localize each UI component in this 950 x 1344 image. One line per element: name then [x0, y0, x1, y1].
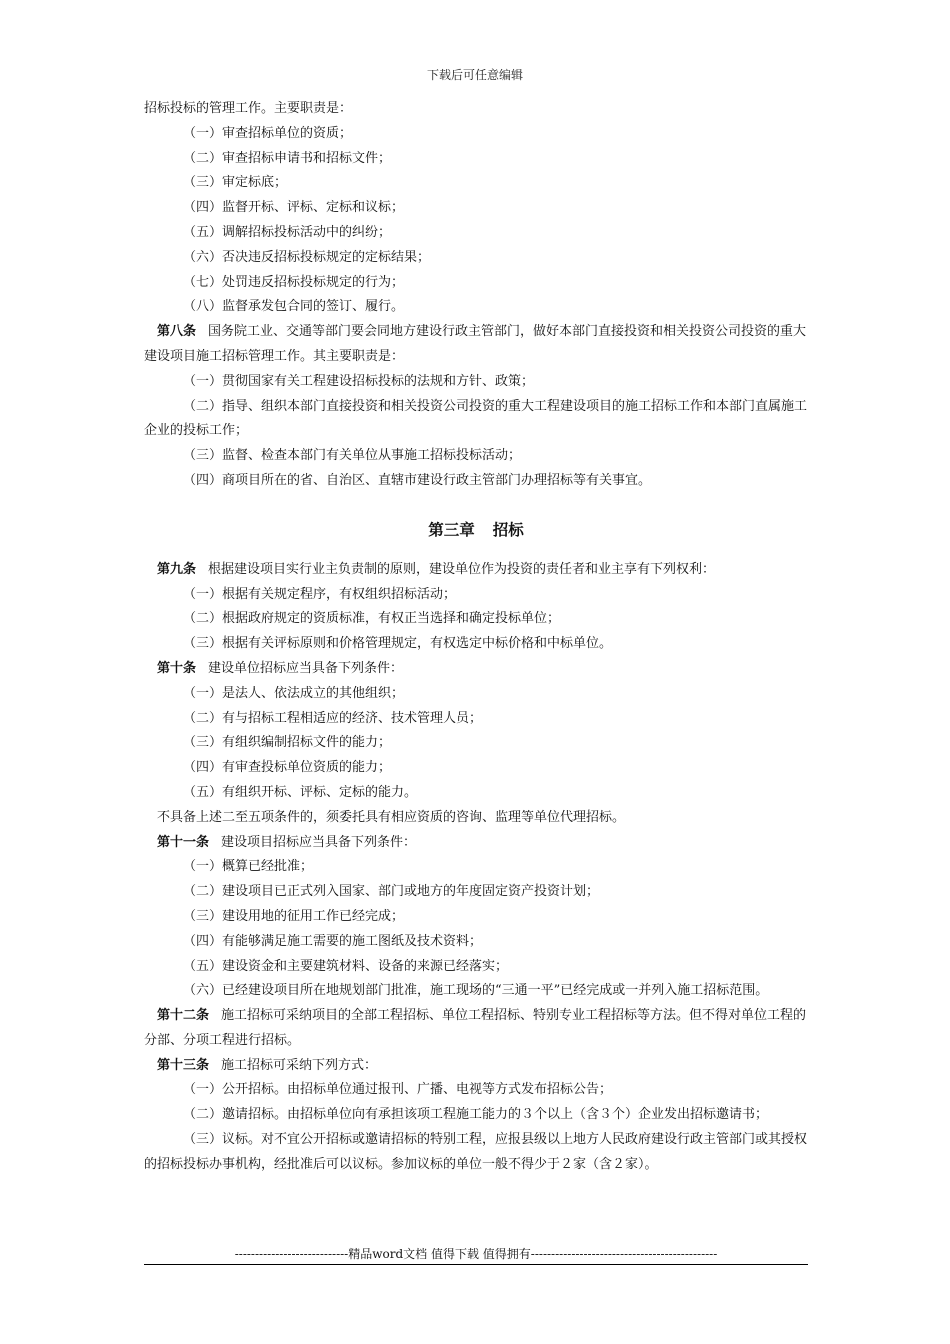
article-label: 第十一条 — [157, 834, 210, 850]
footer-rule — [144, 1264, 808, 1265]
list-item: （三）根据有关评标原则和价格管理规定，有权选定中标价格和中标单位。 — [183, 636, 613, 652]
list-item: （五）有组织开标、评标、定标的能力。 — [183, 784, 418, 800]
list-item: （二）指导、组织本部门直接投资和相关投资公司投资的重大工程建设项目的施工招标工作和本部门直属施工企业的投标工作； — [144, 398, 808, 439]
article-paragraph — [144, 831, 808, 856]
article-text: 施工招标可采纳项目的全部工程招标、单位工程招标、特别专业工程招标等方法。但不得对单位工程的分部、分项工程进行招标。 — [144, 1008, 807, 1048]
paragraph: 招标投标的管理工作。主要职责是： — [144, 101, 353, 116]
article-label: 第十三条 — [157, 1057, 210, 1073]
list-item: （一）是法人、依法成立的其他组织； — [183, 685, 405, 701]
article-paragraph — [144, 1054, 808, 1079]
list-item: （七）处罚违反招标投标规定的行为； — [183, 274, 405, 290]
list-item: （三）监督、检查本部门有关单位从事施工招标投标活动； — [183, 448, 522, 464]
list-item: （二）有与招标工程相适应的经济、技术管理人员； — [183, 710, 483, 726]
list-item: （六）否决违反招标投标规定的定标结果； — [183, 249, 431, 265]
list-item: （一）公开招标。由招标单位通过报刊、广播、电视等方式发布招标公告； — [183, 1082, 613, 1098]
article-paragraph — [144, 657, 808, 682]
list-item: （一）根据有关规定程序，有权组织招标活动； — [183, 586, 457, 602]
chapter-heading — [144, 517, 808, 543]
list-item: （三）审定标底； — [183, 175, 288, 191]
chapter-title: 招标 — [492, 519, 524, 539]
list-item: （三）议标。对不宜公开招标或邀请招标的特别工程，应报县级以上地方人民政府建设行政主管部门或其授权的招标投标办事机构，经批准后可以议标。参加议标的单位一般不得少于２家（含２家）。 — [144, 1132, 808, 1172]
paragraph: 不具备上述二至五项条件的，须委托具有相应资质的咨询、监理等单位代理招标。 — [157, 809, 626, 825]
article-text: 建设单位招标应当具备下列条件： — [208, 660, 404, 676]
article-paragraph — [144, 1004, 808, 1054]
page-footer: ----------------------------精品word文档 值得下载 值得拥有---------------------------------------------- — [234, 1247, 718, 1261]
list-item: （一）贯彻国家有关工程建设招标投标的法规和方针、政策； — [183, 373, 535, 389]
list-item: （二）审查招标申请书和招标文件； — [183, 150, 392, 166]
article-label: 第十条 — [157, 660, 197, 676]
document-body — [144, 97, 808, 1178]
article-label: 第八条 — [157, 324, 197, 340]
list-item: （六）已经建设项目所在地规划部门批准，施工现场的“三通一平”已经完成或一并列入施工招标范围。 — [183, 983, 769, 999]
list-item: （二）邀请招标。由招标单位向有承担该项工程施工能力的３个以上（含３个）企业发出招标邀请书； — [183, 1107, 769, 1123]
article-label: 第九条 — [157, 561, 197, 577]
page-header: 下载后可任意编辑 — [426, 68, 523, 82]
list-item: （一）审查招标单位的资质； — [183, 125, 353, 141]
list-item: （五）建设资金和主要建筑材料、设备的来源已经落实； — [183, 958, 509, 974]
list-item: （四）商项目所在的省、自治区、直辖市建设行政主管部门办理招标等有关事宜。 — [183, 472, 652, 488]
list-item: （二）建设项目已正式列入国家、部门或地方的年度固定资产投资计划； — [183, 884, 600, 900]
chapter-number: 第三章 — [428, 519, 475, 539]
article-text: 根据建设项目实行业主负责制的原则，建设单位作为投资的责任者和业主享有下列权利： — [208, 561, 716, 577]
list-item: （四）监督开标、评标、定标和议标； — [183, 200, 405, 216]
article-text: 国务院工业、交通等部门要会同地方建设行政主管部门，做好本部门直接投资和相关投资公司投资的重大建设项目施工招标管理工作。其主要职责是： — [144, 324, 807, 364]
list-item: （四）有能够满足施工需要的施工图纸及技术资料； — [183, 933, 483, 949]
article-text: 施工招标可采纳下列方式： — [221, 1057, 378, 1073]
article-paragraph — [144, 320, 808, 370]
article-label: 第十二条 — [157, 1008, 210, 1024]
list-item: （三）建设用地的征用工作已经完成； — [183, 908, 405, 924]
article-paragraph — [144, 558, 808, 583]
list-item: （二）根据政府规定的资质标准，有权正当选择和确定投标单位； — [183, 611, 561, 627]
list-item: （五）调解招标投标活动中的纠纷； — [183, 224, 392, 240]
article-text: 建设项目招标应当具备下列条件： — [221, 834, 417, 850]
list-item: （三）有组织编制招标文件的能力； — [183, 735, 392, 751]
list-item: （四）有审查投标单位资质的能力； — [183, 760, 392, 776]
list-item: （八）监督承发包合同的签订、履行。 — [183, 299, 405, 315]
list-item: （一）概算已经批准； — [183, 859, 314, 875]
